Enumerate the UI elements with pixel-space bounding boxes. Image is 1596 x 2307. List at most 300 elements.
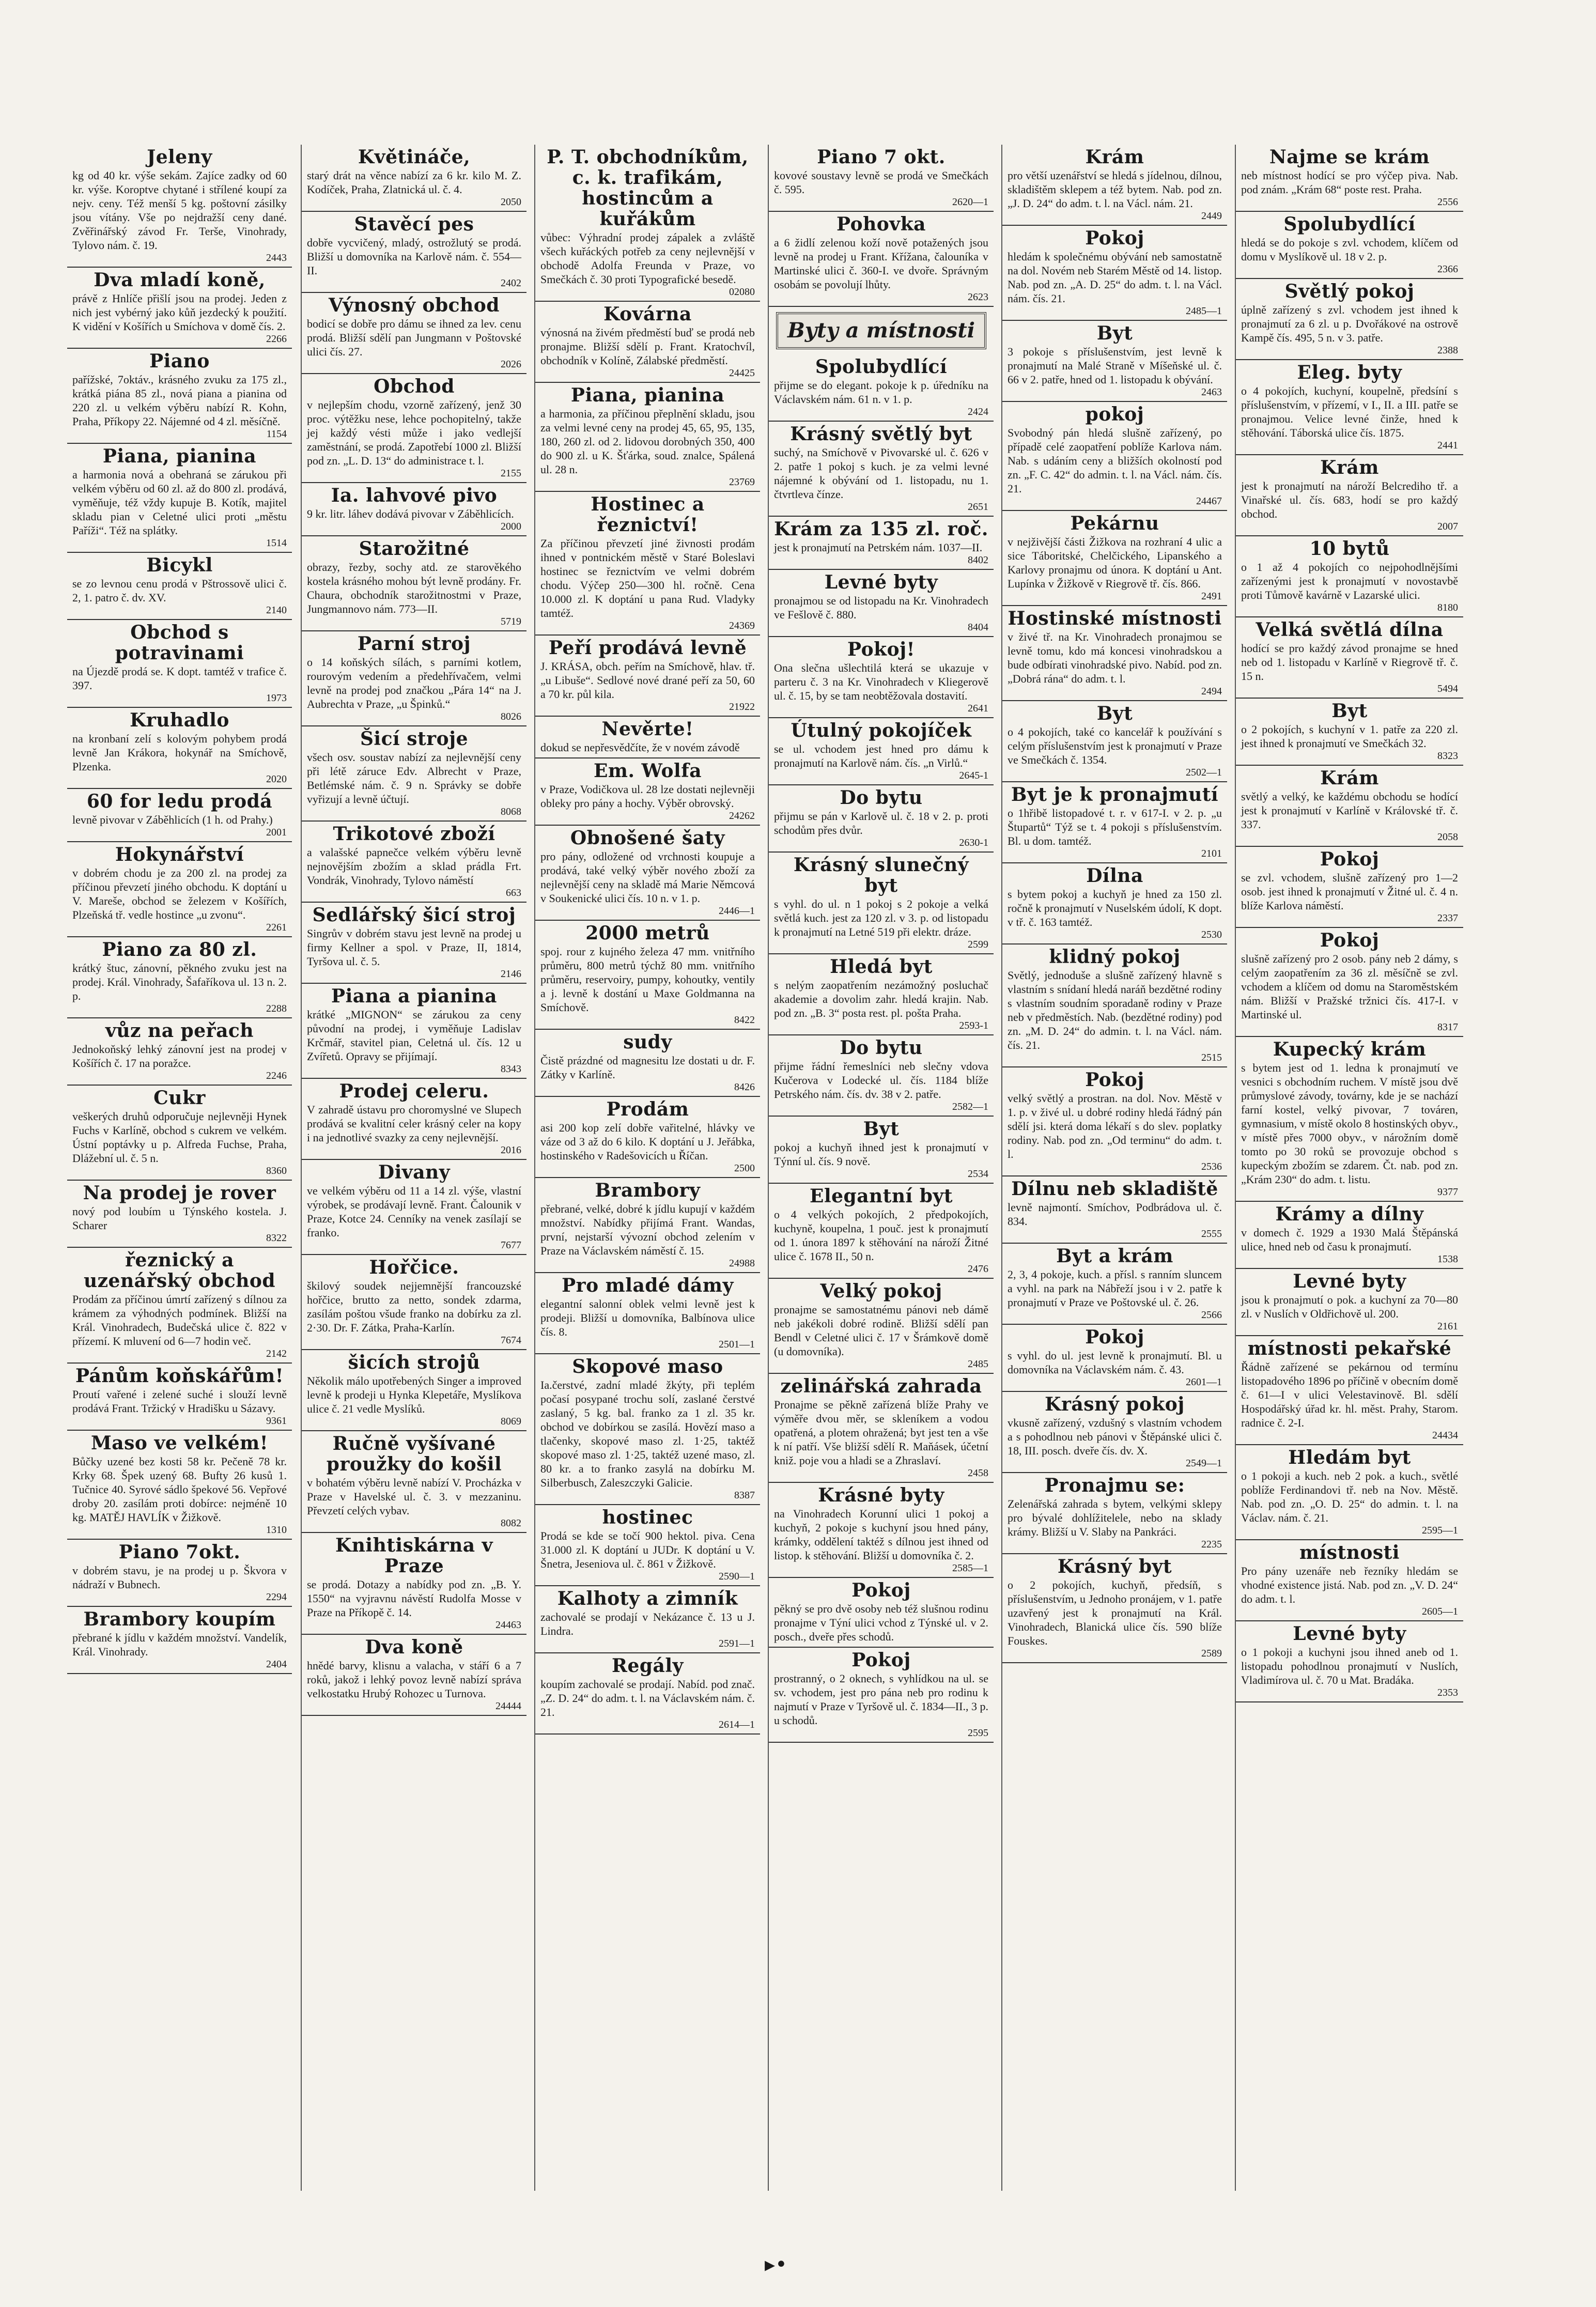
classified-ad: [1236, 279, 1463, 360]
ad-text: Za příčinou převzetí jiné živnosti prodám ihned v pontnickém městě v Staré Boleslavi hostinec se řeznictvím ve velmi dobrém chodu. Výčep 250—300 hl. ročně. Cena 10.000 zl. K doptání u pana Rud. Vladyky tamtéž.: [540, 537, 755, 620]
ad-number: 2556: [1437, 196, 1458, 208]
ad-number: 8404: [968, 622, 988, 633]
ad-number: 8387: [734, 1490, 755, 1501]
ad-text: se prodá. Dotazy a nabídky pod zn. „B. Y. 1550“ na vyjravnu návěstí Rudolfa Mosse v Praze na Příkopě č. 14.: [307, 1578, 521, 1619]
classified-ad: [769, 517, 994, 570]
classified-ad: [302, 374, 526, 483]
ad-number: 8068: [501, 806, 521, 817]
ad-text: Světlý, jednoduše a slušně zařízený hlavně s vlastním s snídaní hledá naráň bezdětné rodiny s vlastním soudním sporadaně rodiny v Praze neb v předměstích. Nab. (bezdětné rodiny) pod zn. „M. D. 24“ do admin. t. l. na Václ. nám. čís. 21.: [1008, 969, 1222, 1051]
ad-text: o 1 pokoji a kuch. neb 2 pok. a kuch., světlé poblíže Ferdinandovi tř. neb na Nov. Městě. Nab. pod zn. „O. D. 25“ do admin. t. l. na Václav. nám. č. 21.: [1241, 1469, 1458, 1524]
ad-text: 9 kr. litr. láhev dodává pivovar v Záběhlicích.: [307, 507, 514, 520]
ad-text: v dobrém chodu je za 200 zl. na prodej za příčinou převzetí jiného obchodu. K doptání u V. Mareše, obchod se železem v Košířích, Plzeňská tř. vedle hostince „u zvonu“.: [72, 866, 287, 921]
ad-title: Obchod s potravinami: [115, 622, 244, 664]
classified-ad: [1236, 1445, 1463, 1540]
classified-ad: [1002, 226, 1227, 321]
column-2: [301, 145, 526, 2191]
ad-number: 2502—1: [1186, 767, 1222, 778]
ad-title: Piano: [149, 350, 210, 372]
ad-text: Svobodný pán hledá slušně zařízený, po případě celé zaopatření poblíže Karlova nám. Nab. s udáním ceny a bližších okolností pod zn. „F. C. 42“ do admin. t. l. na Václ. nám. čís. 21.: [1008, 426, 1222, 495]
classified-ad: [1002, 511, 1227, 606]
ad-number: 2288: [266, 1003, 287, 1014]
ad-text: s vyhl. do ul. n 1 pokoj s 2 pokoje a velká světlá kuch. jest za 120 zl. v 3. p. od listopadu k pronajmutí na Letné 519 při elektr. dráze.: [774, 897, 988, 938]
classified-ad: [769, 1117, 994, 1184]
ad-number: 2530: [1201, 929, 1222, 940]
ad-number: 1538: [1437, 1253, 1458, 1265]
ad-number: 2614—1: [719, 1719, 755, 1730]
ad-text: spoj. rour z kujného železa 47 mm. vnitřního průměru, 800 metrů týchž 80 mm. vnitřního průměru, reservoiry, pumpy, kohoutky, ventily a j. levně k dostání u Maxe Goldmanna na Smíchově.: [540, 945, 755, 1014]
ad-title: Do bytu: [840, 1037, 923, 1059]
ad-number: 2146: [501, 968, 521, 980]
ad-number: 2620—1: [952, 196, 988, 208]
ad-text: neb místnost hodící se pro výčep piva. Nab. pod znám. „Krám 68“ poste rest. Praha.: [1241, 169, 1458, 196]
ad-number: 8180: [1437, 602, 1458, 613]
ad-title: Najme se krám: [1269, 146, 1430, 168]
ad-text: pařížské, 7oktáv., krásného zvuku za 175 zl., krátká piána 85 zl., nová piana a pianina od 220 zl. u velkém výběru nabízí R. Kohn, Praha, Příkopy 22. Nájemné od 4 zl. měsíčně.: [72, 373, 287, 428]
classified-ad: [67, 145, 292, 268]
ad-text: škilový soudek nejjemnější francouzské hořčice, brutto za netto, sondek zdarma, zasílám poštou všude franko na dobírku za zl. 2·30. Dr. F. Zátka, Praha-Karlín.: [307, 1279, 521, 1334]
classified-ad: [769, 1578, 994, 1648]
ad-number: 2155: [501, 468, 521, 479]
classified-ad: [1236, 699, 1463, 766]
ad-title: Starožitné: [359, 538, 470, 560]
classified-ad: [67, 1248, 292, 1364]
ad-number: 2566: [1201, 1309, 1222, 1321]
ad-number: 2595—1: [1422, 1525, 1458, 1536]
ad-number: 24262: [729, 810, 755, 822]
ad-text: jsou k pronajmutí o pok. a kuchyní za 70—80 zl. v Nuslích v Oldřichově ul. 200.: [1241, 1293, 1458, 1320]
ad-text: Jednokoňský lehký zánovní jest na prodej v Košířích č. 17 na poražce.: [72, 1043, 287, 1070]
ad-title: Knihtiskárna v Praze: [335, 1535, 493, 1577]
ad-text: V zahradě ústavu pro choromyslné ve Slupech prodává se kvalitní celer krásný celer na kopy i na jednotlivé svazky za ceny nejlevnější.: [307, 1103, 521, 1144]
ad-text: jest k pronajmutí na nároží Belcrediho tř. a Vinařské ul. čís. 683, hodí se pro každý obchod.: [1241, 479, 1458, 520]
classified-ad: [67, 1431, 292, 1540]
ad-number: 2595: [968, 1727, 988, 1739]
ad-text: a harmonia, za příčinou přeplnění skladu, jsou za velmi levné ceny na prodej 45, 65, 95, 135, 180, 260 zl. od 2. lidovou dorobných 350, 400 do 900 zl. u K. Šťárka, soud. znalce, Spálená ul. 28 n.: [540, 407, 755, 476]
ad-title: Byt: [863, 1118, 900, 1140]
classified-ad: [769, 1035, 994, 1117]
ad-title: Regály: [612, 1655, 684, 1677]
classified-ad: [302, 1255, 526, 1350]
ad-text: všech osv. soustav nabízí za nejlevnější ceny při létě záruce Edv. Albrecht v Praze, Betlémské nám. č. 9 n. Správky se dobře vyřizují a levně účtují.: [307, 751, 521, 806]
ad-title: Sedlářský šicí stroj: [312, 904, 516, 926]
classified-ad: [535, 302, 760, 383]
ad-title: Skopové maso: [572, 1356, 723, 1377]
classified-ad: [67, 1540, 292, 1607]
ad-title: Pokoj: [851, 1649, 911, 1671]
classified-ad: [302, 145, 526, 212]
classified-ad: [302, 212, 526, 293]
ad-number: 24444: [495, 1700, 521, 1712]
ad-title: klidný pokoj: [1049, 946, 1181, 968]
ad-title: Krásný slunečný byt: [793, 854, 969, 896]
ad-title: Dílna: [1086, 865, 1143, 887]
ad-number: 2458: [968, 1467, 988, 1479]
ad-text: Ona slečna ušlechtilá která se ukazuje v parteru č. 3 na Kr. Vinohradech v Kliegerově ul. č. 15, by se tam neobtěžovala dostavití.: [774, 661, 988, 702]
classified-ad: [302, 483, 526, 536]
classified-ad: [535, 145, 760, 302]
classified-ad: [769, 718, 994, 785]
ad-text: veškerých druhů odporučuje nejlevněji Hynek Fuchs v Karlíně, obchod s cukrem ve velkém. Ústní poptávky u p. Alfreda Fuchse, Praha, Dlážební ul. č. 5 n.: [72, 1110, 287, 1165]
classified-ad: [769, 853, 994, 954]
classified-ad: [67, 553, 292, 620]
ad-number: 2101: [1201, 848, 1222, 859]
ad-title: zelinářská zahrada: [780, 1375, 982, 1397]
ad-title: Výnosný obchod: [329, 295, 500, 316]
ad-title: vůz na peřach: [105, 1020, 254, 1042]
classified-ad: [67, 620, 292, 708]
column-5: [1001, 145, 1227, 2191]
classified-ad: [302, 631, 526, 726]
ad-number: 8360: [266, 1165, 287, 1176]
ad-text: kovové soustavy levně se prodá ve Smečkách č. 595.: [774, 169, 988, 196]
ad-text: se zo levnou cenu prodá v Pštrossově ulici č. 2, 1. patro č. dv. XV.: [72, 577, 287, 604]
ad-number: 8322: [266, 1232, 287, 1244]
ad-text: v nejlepším chodu, vzorně zařízený, jenž 30 proc. výtěžku nese, lehce pochopitelný, takže jej každý vésti může i jako vedlejší zaměstnání, se prodá. Zapotřebí 1000 zl. Bližší pod zn. „L. D. 13“ do administrace t. l.: [307, 398, 521, 467]
ad-number: 8317: [1437, 1021, 1458, 1033]
classified-ad: [769, 1374, 994, 1483]
ad-number: 2235: [1201, 1539, 1222, 1550]
ad-text: hnědé barvy, klisnu a valacha, v stáří 6 a 7 roků, jakož i lehký povoz levně nabízí správa velkostatku Hrubý Rohozec u Turnova.: [307, 1659, 521, 1700]
ad-title: 10 bytů: [1309, 538, 1390, 560]
ad-title: Krásný byt: [1057, 1556, 1172, 1577]
classified-ad: [67, 1086, 292, 1181]
ad-title: Pekárnu: [1070, 513, 1159, 534]
ad-text: koupím zachovalé se prodají. Nabíd. pod znač. „Z. D. 24“ do adm. t. l. na Václavském nám. č. 21.: [540, 1678, 755, 1718]
ad-title: Em. Wolfa: [593, 760, 702, 782]
ad-text: přijme řádní řemeslníci neb slečny vdova Kučerova v Lodecké ul. čís. 1184 blíže Petrského nám. čís. dv. 38 v 2. patře.: [774, 1060, 988, 1101]
classified-ad: [769, 145, 994, 212]
ad-text: přebrané k jídlu v každém množství. Vandelík, Král. Vinohrady.: [72, 1631, 287, 1658]
classified-ad: [67, 789, 292, 842]
ad-title: Pokoj!: [847, 639, 915, 660]
ad-title: Krásné byty: [818, 1484, 944, 1506]
ad-number: 1154: [266, 428, 287, 440]
ad-text: s bytem jest od 1. ledna k pronajmutí ve vesnici s obchodním ruchem. V místě jsou dvě průmyslové závody, továrny, kde je se nachází farní kostel, velký pivovar, 7 továren, gymnasium, v místě okolo 8 hostinských obyv., v místě přes 7000 obyv., v nárožním domě tomto po 30 roků se provozuje obchod s kupeckým zbožím se zdarem. Čt. nab. pod zn. „Krám 230“ do adm. t. listu.: [1241, 1061, 1458, 1186]
classified-ad: [769, 954, 994, 1035]
ad-number: 2491: [1201, 591, 1222, 602]
page-ornament: ▸•: [765, 2253, 787, 2277]
ad-text: bodicí se dobře pro dámu se ihned za lev. cenu prodá. Bližší sdělí pan Jungmann v Poštovské ulici čís. 27.: [307, 317, 521, 358]
ad-number: 8026: [501, 711, 521, 722]
classified-ad: [302, 1350, 526, 1431]
ad-number: 2246: [266, 1070, 287, 1081]
ad-text: hledám k společnému obývání neb samostatně na dol. Novém neb Starém Městě od 14. listop. Nab. pod zn. „A. D. 25“ do adm. t. l. na Václ. nám. čís. 21.: [1008, 250, 1222, 305]
ad-title: 2000 metrů: [585, 922, 710, 944]
ad-number: 2443: [266, 252, 287, 264]
classified-ad: [535, 1586, 760, 1653]
classified-ad: [1236, 1037, 1463, 1202]
classified-ad: [67, 842, 292, 937]
ad-title: Hořčice.: [369, 1257, 459, 1278]
classified-ad: [1236, 455, 1463, 536]
classified-ad: [1002, 782, 1227, 863]
ad-text: elegantní salonní oblek velmi levně jest k prodeji. Bližší u domovníka, Balbínova ulice čís. 8.: [540, 1297, 755, 1338]
ad-number: 24369: [729, 620, 755, 631]
ad-title: Velký pokoj: [820, 1280, 942, 1302]
ad-text: a valašské papnečce velkém výběru levně nejnovějším zbožím a sklad prádla Frt. Vondrák, Vinohrady, Tylovo náměstí: [307, 846, 521, 887]
ad-title: řeznický a uzenářský obchod: [83, 1249, 276, 1292]
ad-title: Dva mladí koně,: [94, 269, 266, 291]
ad-title: Dílnu neb skladiště: [1011, 1178, 1218, 1200]
ad-title: Krám za 135 zl. roč.: [774, 518, 988, 540]
ad-number: 2494: [1201, 686, 1222, 697]
ad-text: a 6 židlí zelenou koží nově potažených jsou levně na prodej u Frant. Křížana, čalouníka v Martinské ulici č. 360-I. ve dvoře. Správným osobám se povolují lhůty.: [774, 236, 988, 291]
ad-number: 2549—1: [1186, 1458, 1222, 1469]
classified-ad: [1002, 402, 1227, 511]
ad-title: Pokoj: [1085, 1069, 1144, 1091]
classified-ad: [1236, 212, 1463, 279]
ad-text: vůbec: Výhradní prodej zápalek a zvláště všech kuřáckých potřeb za ceny nejlevnější v obchodě Adolfa Freunda v Praze, vo Smečkách č. 30 proti Typografické besedě.: [540, 231, 755, 286]
ad-number: 2485: [968, 1358, 988, 1370]
ad-text: na Újezdě prodá se. K dopt. tamtéž v trafice č. 397.: [72, 665, 287, 692]
ad-text: krátké „MIGNON“ se zárukou za ceny původní na prodej, i vyměňuje Ladislav Krčmář, stavitel pian, Celetná ul. čís. 12 u Zvířetů. Opravy se přijímají.: [307, 1008, 521, 1063]
ad-text: výnosná na živém předměstí buď se prodá neb pronajme. Bližší sdělí p. Frant. Kratochvíl, obchodník v Kolíně, Zálabské předměstí.: [540, 326, 755, 367]
classified-ad: [1002, 606, 1227, 701]
ad-title: Byt je k pronajmutí: [1011, 784, 1219, 806]
classified-ad: [302, 1079, 526, 1160]
ad-number: 2599: [968, 939, 988, 950]
ad-number: 8082: [501, 1518, 521, 1529]
ad-text: právě z Hnlíče přišlí jsou na prodej. Jeden z nich jest vybérný jako kůň jezdecký k použití. K vidění v Košířích u Smíchova v domě čís. 2.: [72, 292, 287, 333]
ad-number: 2641: [968, 703, 988, 714]
ad-number: 8069: [501, 1416, 521, 1427]
ad-text: kg od 40 kr. výše sekám. Zajíce zadky od 60 kr. výše. Koroptve chytané i střílené koupí za nejv. ceny. Též menší 5 kg. poštovní zásilky jsou vítány. Vše po nejdražší ceny dané. Zvěřinářský závod Fr. Terše, Vinohrady, Tylovo nám. č. 19.: [72, 169, 287, 252]
classified-ad: [1002, 1392, 1227, 1473]
ad-text: zachovalé se prodají v Nekázance č. 13 u J. Lindra.: [540, 1611, 755, 1637]
ad-text: 2, 3, 4 pokoje, kuch. a přísl. s ranním sluncem a vyhl. na park na Nábřeží jsou i v 2. patře k pronajmutí v Praze ve Poštovské ul. č. 26.: [1008, 1268, 1222, 1309]
ad-title: Nevěrte!: [601, 718, 694, 740]
ad-title: Obnošené šaty: [570, 827, 725, 849]
classified-ad: [302, 1160, 526, 1255]
ad-text: levně pivovar v Záběhlicích (1 h. od Prahy.): [72, 813, 273, 826]
ad-number: 2590—1: [719, 1571, 755, 1582]
ad-number: 2585—1: [952, 1562, 988, 1574]
ad-title: Velká světlá dílna: [1256, 619, 1444, 641]
ad-number: 2536: [1201, 1161, 1222, 1172]
classified-ad: [535, 717, 760, 758]
ad-text: v živé tř. na Kr. Vinohradech pronajmou se levně tomu, kdo má koncesi vinohradskou a bude odbírati vinohradské pivo. Nabíd. pod zn. „Dobrá rána“ do adm. t. l.: [1008, 630, 1222, 685]
classified-ad: [1002, 1244, 1227, 1325]
ad-title: Cukr: [153, 1087, 206, 1109]
ad-title: Maso ve velkém!: [90, 1432, 269, 1454]
ad-title: Pokoj: [1320, 848, 1380, 870]
classified-ad: [67, 937, 292, 1018]
ad-number: 2623: [968, 291, 988, 303]
ad-text: Bůčky uzené bez kosti 58 kr. Pečeně 78 kr. Krky 68. Špek uzený 68. Bufty 26 kusů 1. Tučnice 40. Syrové sádlo špekové 56. Vepřové droby 20. zasílám proti dobírce: nejméně 10 kg. MATĚJ HAVLÍK v Žižkově.: [72, 1455, 287, 1524]
ad-number: 2000: [501, 521, 521, 532]
ad-number: 2476: [968, 1263, 988, 1275]
ad-number: 8422: [734, 1014, 755, 1026]
ad-text: Singrův v dobrém stavu jest levně na prodej u firmy Kellner a spol. v Praze, II, 1814, Tyršova ul. č. 5.: [307, 927, 521, 968]
column-1: [67, 145, 292, 2191]
classified-ad: [535, 1178, 760, 1273]
ad-title: Byt: [1096, 703, 1133, 724]
ad-text: hledá se do pokoje s zvl. vchodem, klíčem od domu v Myslíkově ul. 18 v 2. p.: [1241, 236, 1458, 263]
ad-title: Byt a krám: [1056, 1245, 1173, 1267]
column-6: [1235, 145, 1463, 2191]
ad-text: prostranný, o 2 oknech, s vyhlídkou na ul. se sv. vchodem, jest pro pána neb pro rodinu k najmutí v Praze v Tyršově ul. č. 1834—II., 3 p. u schodů.: [774, 1672, 988, 1727]
classified-ad: [67, 1607, 292, 1674]
ad-title: Brambory koupím: [83, 1608, 276, 1630]
ad-title: Pokoj: [1085, 1326, 1144, 1348]
ad-number: 2266: [266, 333, 287, 345]
ad-title: Piano 7okt.: [118, 1541, 241, 1563]
ad-text: se zvl. vchodem, slušně zařízený pro 1—2 osob. jest ihned k pronajmutí v Žitné ul. č. 4 n. blíže Karlova náměstí.: [1241, 871, 1458, 912]
ad-text: o 14 koňských sílách, s parními kotlem, rourovým vedením a předehřívačem, velmi levně na prodej pod značkou „Pára 14“ na J. Aubrechta v Praze, „u Špinků.“: [307, 656, 521, 710]
ad-text: s vyhl. do ul. jest levně k pronajmutí. Bl. u domovníka na Václavském nám. č. 43.: [1008, 1349, 1222, 1376]
column-4: [768, 145, 994, 2191]
classified-ad: [1236, 766, 1463, 847]
classified-ad: [535, 636, 760, 717]
ad-text: starý drát na věnce nabízí za 6 kr. kilo M. Z. Kodíček, Praha, Zlatnická ul. č. 4.: [307, 169, 521, 196]
ad-text: slušně zařízený pro 2 osob. pány neb 2 dámy, s celým zaopatřením za 36 zl. měsíčně se zvl. vchodem a klíčem od domu na Staroměstském nám. Bližší v Pražské tržnici čís. 417-I. v Martinské ul.: [1241, 952, 1458, 1021]
column-3: [534, 145, 760, 2191]
ad-number: 2353: [1437, 1687, 1458, 1698]
classified-ad: [302, 984, 526, 1079]
classified-ad: [769, 1184, 994, 1279]
ad-number: 2366: [1437, 264, 1458, 275]
ad-number: 24425: [729, 367, 755, 379]
ad-number: 2140: [266, 605, 287, 616]
classified-ad: [1002, 321, 1227, 402]
section-heading: Byty a místnosti: [776, 312, 986, 349]
ad-number: 2058: [1437, 831, 1458, 843]
ad-number: 2016: [501, 1144, 521, 1156]
ad-title: Kalhoty a zimník: [557, 1588, 738, 1609]
ad-text: J. KRÁSA, obch. peřím na Smíchově, hlav. tř. „u Libuše“. Sedlové nové drané peří za 50, 60 a 70 kr. půl kila.: [540, 660, 755, 701]
ad-text: Řádně zařízené se pekárnou od termínu listopadového 1896 po příčině v obecním domě č. 61—I v ulici Velestavinově. Bl. sdělí Hospodářský úřad kr. hl. měst. Prahy, Starom. radnice č. 2-I.: [1241, 1360, 1458, 1429]
ad-number: 1514: [266, 537, 287, 549]
ad-number: 2501—1: [719, 1339, 755, 1350]
classified-ad: [1236, 847, 1463, 928]
ad-title: Ručně vyšívané proužky do košil: [326, 1433, 502, 1475]
classified-ad: [67, 1018, 292, 1086]
ad-title: Pokoj: [1320, 930, 1380, 951]
newspaper-page: [67, 145, 1529, 2191]
ad-text: na kronbaní zelí s kolovým pohybem prodá levně Jan Krákora, hokynář na Smíchově, Plzenka.: [72, 732, 287, 773]
ad-number: 2589: [1201, 1648, 1222, 1659]
ad-number: 663: [506, 887, 521, 899]
ad-text: pro větší uzenářství se hledá s jídelnou, dílnou, skladištěm sklepem a též bytem. Nab. pod zn. „J. D. 24“ do adm. t. l. na Václ. nám. 21.: [1008, 169, 1222, 210]
classified-ad: [1236, 145, 1463, 212]
ad-title: Útulný pokojíček: [791, 720, 972, 741]
classified-ad: [67, 1181, 292, 1248]
classified-ad: [302, 822, 526, 903]
ad-title: Dva koně: [365, 1636, 463, 1658]
ad-number: 2515: [1201, 1052, 1222, 1063]
ad-number: 2555: [1201, 1228, 1222, 1240]
ad-title: Brambory: [595, 1180, 701, 1201]
classified-ad: [67, 1364, 292, 1431]
ad-number: 2007: [1437, 521, 1458, 532]
ad-number: 1973: [266, 692, 287, 704]
classified-ad: [769, 1483, 994, 1578]
ad-title: hostinec: [602, 1507, 693, 1528]
ad-title: Krám: [1320, 767, 1379, 789]
ad-number: 24467: [1196, 496, 1222, 507]
classified-ad: [1002, 1067, 1227, 1176]
ad-title: Levné byty: [1293, 1623, 1406, 1645]
classified-ad: [535, 1354, 760, 1505]
ad-title: Pokoj: [1085, 227, 1144, 249]
ad-number: 2601—1: [1186, 1376, 1222, 1388]
ad-text: hodící se pro každý závod pronajme se hned neb od 1. listopadu v Karlíně v Riegrově tř. č. 15 n.: [1241, 642, 1458, 683]
ad-number: 8402: [968, 554, 988, 566]
ad-number: 02080: [729, 286, 755, 298]
ad-text: v dobrém stavu, je na prodej u p. Škvora v nádraží v Bubnech.: [72, 1564, 287, 1591]
ad-title: Piano za 80 zl.: [102, 939, 257, 961]
ad-text: přijme se do elegant. pokoje k p. úředníku na Václavském nám. 61 n. v 1. p.: [774, 379, 988, 406]
classified-ad: [769, 422, 994, 517]
ad-title: místnosti: [1299, 1542, 1400, 1563]
ad-number: 2441: [1437, 440, 1458, 451]
ad-title: šicích strojů: [348, 1352, 481, 1373]
classified-ad: [769, 785, 994, 853]
ad-text: o 4 velkých pokojích, 2 předpokojích, kuchyně, koupelna, 1 pouč. jest k pronajmutí od 1. února 1897 k stěhování na nároží Žitné ulice č. 1678 II., 50 n.: [774, 1208, 988, 1263]
ad-number: 2404: [266, 1659, 287, 1670]
ad-text: suchý, na Smíchově v Pivovarské ul. č. 626 v 2. patře 1 pokoj s kuch. je za velmi levné nájemné k obývání od 1. listopadu, nu 1. čtvrtleva čínze.: [774, 446, 988, 501]
ad-title: Prodej celeru.: [339, 1080, 489, 1102]
ad-number: 7677: [501, 1240, 521, 1251]
ad-title: Ia. lahvové pivo: [331, 485, 498, 506]
ad-text: ve velkém výběru od 11 a 14 zl. výše, vlastní výrobek, se prodávají levně. Frant. Čalounik v Praze, Kotce 24. Cenníky na venek zasílají se franko.: [307, 1184, 521, 1239]
ad-number: 9377: [1437, 1186, 1458, 1198]
ad-number: 8323: [1437, 750, 1458, 762]
ad-number: 2605—1: [1422, 1606, 1458, 1617]
classified-ad: [302, 1533, 526, 1635]
classified-ad: [535, 1505, 760, 1586]
ad-text: 3 pokoje s příslušenstvím, jest levně k pronajmutí na Malé Straně v Míšeňské ul. č. 66 v 2. patře, hned od 1. listopadu k obývání.: [1008, 345, 1222, 386]
ad-text: Pro pány uzenáře neb řezníky hledám se vhodné existence jistá. Nab. pod zn. „V. D. 24“ do adm. t. l.: [1241, 1565, 1458, 1605]
ad-text: Čistě prázdné od magnesitu lze dostati u dr. F. Zátky v Karlíně.: [540, 1054, 755, 1081]
ad-title: Hledá byt: [830, 956, 933, 978]
classified-ad: [302, 536, 526, 631]
ad-text: úplně zařízený s zvl. vchodem jest ihned k pronajmutí za 6 zl. u p. Dvořákové na ostrově Kampě čís. 495, 5 n. v 3. patře.: [1241, 303, 1458, 344]
ad-number: 2026: [501, 359, 521, 370]
ad-title: Pokoj: [851, 1580, 911, 1601]
classified-ad: [67, 444, 292, 553]
ad-number: 2449: [1201, 210, 1222, 222]
ad-title: sudy: [623, 1031, 672, 1053]
ad-text: s nelým zaopatřením nezámožný posluchač akademie a dovolim zahr. hledá krajin. Nab. pod zn. „B. 3“ posta rest. pl. pošta Praha.: [774, 979, 988, 1019]
ad-number: 5494: [1437, 683, 1458, 694]
ad-number: 2630-1: [959, 837, 988, 848]
ad-text: o 2 pokojích, kuchyň, předsíň, s příslušenstvím, u Jednoho pronájem, v 1. patře uzavřený jest k pronajmutí na Král. Vinohradech, Blanická ulice čís. 590 blíže Fouskes.: [1008, 1578, 1222, 1647]
classified-ad: [769, 212, 994, 307]
classified-ad: [535, 1097, 760, 1178]
ad-text: vkusně zařízený, vzdušný s vlastním vchodem a s pohodlnou neb pánovi v Štěpánské ulici č. 18, III. posch. dveře čís. dv. X.: [1008, 1416, 1222, 1457]
ad-title: místnosti pekařské: [1247, 1338, 1452, 1359]
ad-number: 24463: [495, 1619, 521, 1631]
classified-ad: [1002, 1325, 1227, 1392]
ad-title: Na prodej je rover: [83, 1182, 276, 1204]
ad-title: Byt: [1331, 700, 1368, 722]
ad-text: v bohatém výběru levně nabízí V. Procházka v Praze v Havelské ul. č. 3. v mezzaninu. Převzetí celých vybav.: [307, 1476, 521, 1517]
ad-number: 2463: [1201, 386, 1222, 398]
ad-number: 2582—1: [952, 1101, 988, 1112]
ad-title: Hostinec a řeznictví!: [591, 493, 705, 536]
ad-text: a harmonia nová a obehraná se zárukou při velkém výběru od 60 zl. až do 800 zl. prodává, vyměňuje, též vždy kupuje B. Kotík, majitel skladu pian v Celetné ulici proti „městu Paříži“. Též na splátky.: [72, 468, 287, 537]
classified-ad: [1002, 1473, 1227, 1554]
ad-text: pro pány, odložené od vrchnosti koupuje a prodává, také velký výběr nového zboží za nejlevnější ceny na skladě má Marie Němcová v Soukenické ulici čís. 10 n. v 1. p.: [540, 850, 755, 905]
ad-text: Prodám za příčinou úmrtí zařízený s dílnou za krámem za výhodných podmínek. Bližší na Král. Vinohradech, Budečská ulice č. 822 v přízemí. K mluvení od 6—7 hodin več.: [72, 1293, 287, 1348]
classified-ad: [1002, 1176, 1227, 1244]
classified-ad: [67, 349, 292, 444]
ad-text: asi 200 kop zelí dobře vařitelné, hlávky ve váze od 3 až do 6 kilo. K doptání u J. Jeřábka, hostinského v Radešovicích u Říčan.: [540, 1121, 755, 1162]
ad-number: 2424: [968, 406, 988, 417]
classified-ad: [302, 1431, 526, 1533]
classified-ad: [1236, 1540, 1463, 1621]
